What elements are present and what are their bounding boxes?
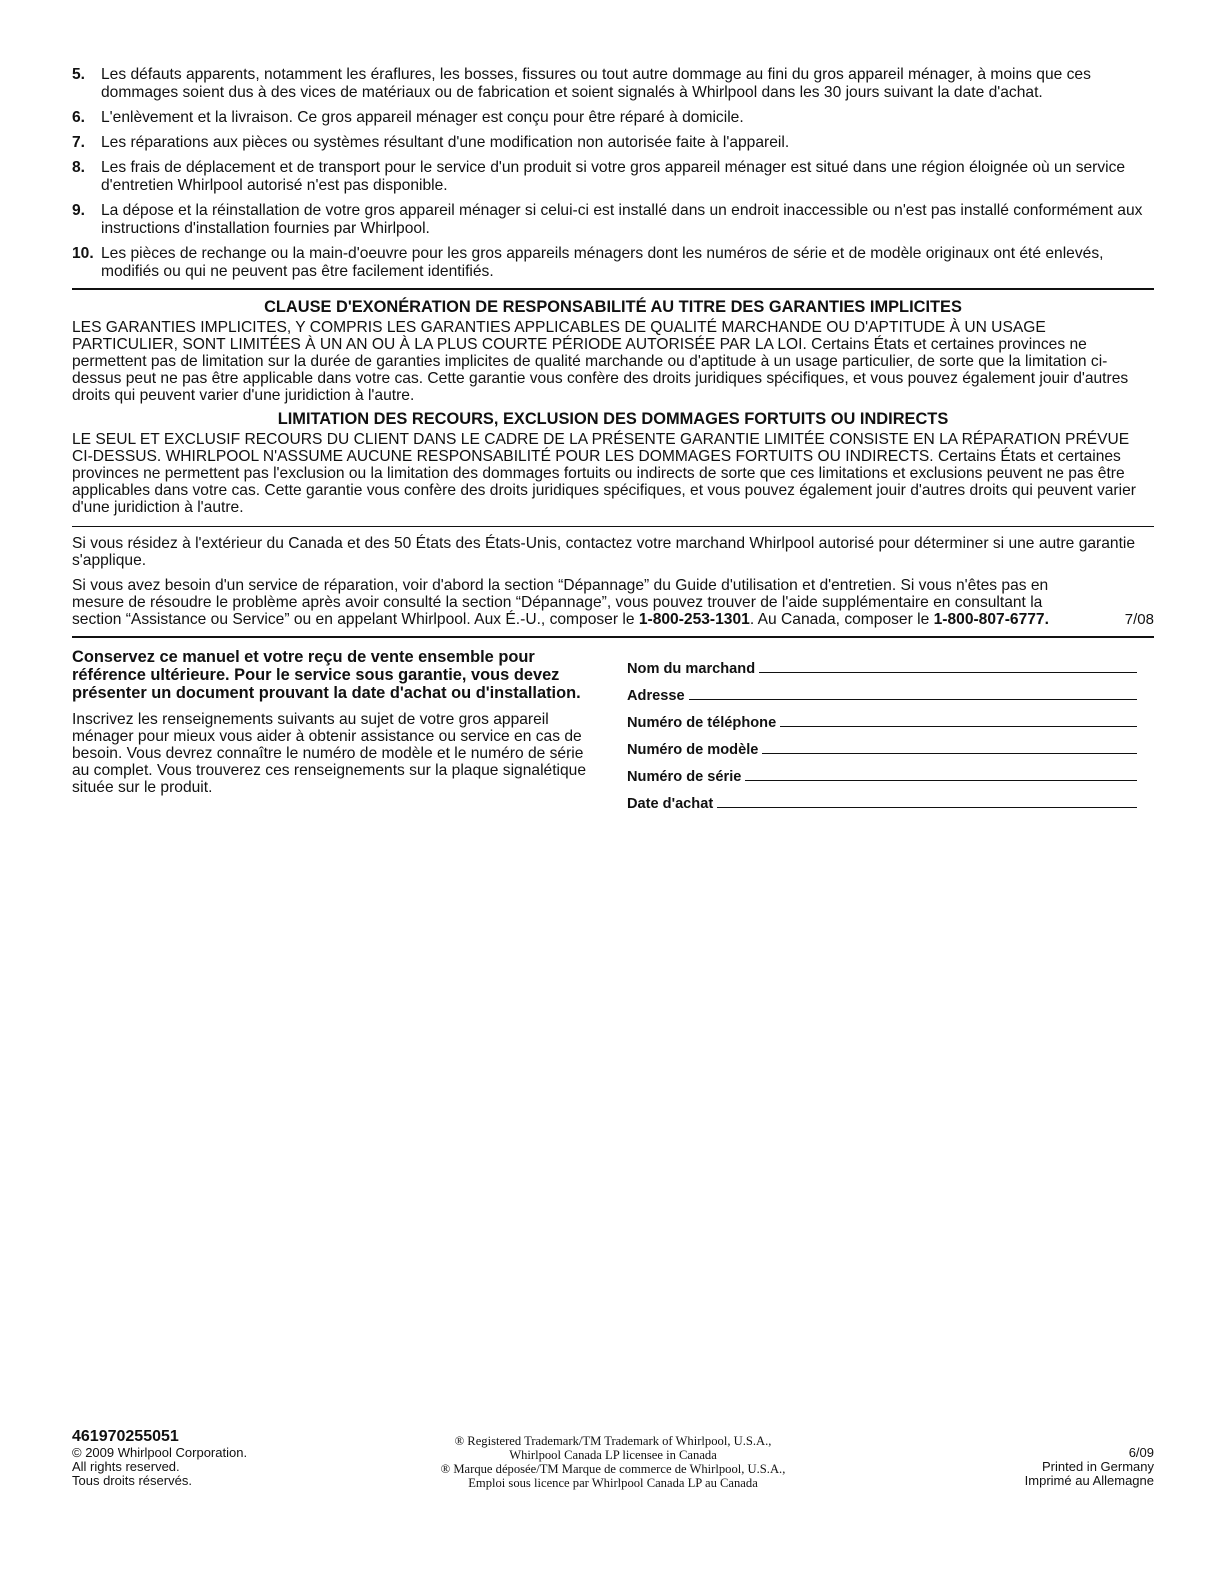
- field-line[interactable]: [745, 780, 1137, 781]
- rights-fr: Tous droits réservés.: [72, 1473, 192, 1488]
- list-item: [72, 202, 1154, 238]
- dealer-name-field[interactable]: [627, 650, 1137, 677]
- list-item: [72, 109, 1154, 127]
- disclaimer-text: LES GARANTIES IMPLICITES, Y COMPRIS LES GARANTIES APPLICABLES DE QUALITÉ MARCHANDE OU D'APTITUDE À UN USAGE PARTICULIER, SONT LIMITÉES À UN AN OU À LA PLUS COURTE PÉRIODE AUTORISÉE PAR LA LOI. Certains États et certaines provinces ne permettent pas de limitation sur la durée de garanties implicites de qualité marchande ou d'aptitude à un usage particulier, de sorte que la limitation ci-dessus peut ne pas être applicable dans votre cas. Cette garantie vous confère des droits juridiques spécifiques, et vous pouvez également jouir d'autres droits qui peuvent varier d'une juridiction à l'autre.: [72, 319, 1129, 404]
- copyright: © 2009 Whirlpool Corporation.: [72, 1445, 248, 1460]
- trademark-notice: [72, 1434, 1154, 1490]
- model-number-field[interactable]: [627, 731, 1137, 758]
- field-label: Numéro de modèle: [627, 742, 759, 758]
- item-number: 8.: [72, 159, 86, 176]
- list-item: [72, 159, 1154, 195]
- printed-in-en: Printed in Germany: [1042, 1459, 1154, 1474]
- exclusions-list: [72, 66, 1154, 281]
- field-line[interactable]: [762, 753, 1137, 754]
- item-text: Les réparations aux pièces ou systèmes résultant d'une modification non autorisée faite à l'appareil.: [101, 134, 790, 151]
- field-label: Nom du marchand: [627, 661, 756, 677]
- field-line[interactable]: [689, 699, 1137, 700]
- record-instructions-text: Inscrivez les renseignements suivants au sujet de votre gros appareil ménager pour mieux vous aider à obtenir assistance ou service en cas de besoin. Vous devrez connaître le numéro de modèle et le numéro de série au complet. Vous trouverez ces renseignements sur la plaque signalétique située sur le produit.: [72, 711, 587, 796]
- warranty-page: [72, 66, 1154, 812]
- section-divider: [72, 636, 1154, 638]
- canada-phone-number: 1-800-807-6777.: [933, 611, 1049, 628]
- field-line[interactable]: [780, 726, 1137, 727]
- service-text: [72, 577, 1154, 628]
- section-divider: [72, 526, 1154, 527]
- keep-manual-notice: Conservez ce manuel et votre reçu de vente ensemble pour référence ultérieure. Pour le service sous garantie, vous devez présenter un document prouvant la date d'achat ou d'installation.: [72, 648, 581, 702]
- item-number: 5.: [72, 66, 86, 83]
- page-footer: [72, 1428, 1154, 1498]
- service-text-b: . Au Canada, composer le: [749, 611, 934, 628]
- footer-right: [1025, 1446, 1154, 1488]
- phone-field[interactable]: [627, 704, 1137, 731]
- disclaimer-title: CLAUSE D'EXONÉRATION DE RESPONSABILITÉ AU TITRE DES GARANTIES IMPLICITES: [264, 298, 962, 316]
- printed-in-fr: Imprimé au Allemagne: [1024, 1473, 1154, 1488]
- date-code: 7/08: [1124, 611, 1154, 628]
- item-number: 9.: [72, 202, 86, 219]
- trademark-line: Emploi sous licence par Whirlpool Canada LP au Canada: [468, 1476, 758, 1490]
- item-text: Les défauts apparents, notamment les éraflures, les bosses, fissures ou tout autre dommage au fini du gros appareil ménager, à moins que ces dommages soient dus à des vices de matériaux ou de fabrication et soient signalés à Whirlpool dans les 30 jours suivant la date d'achat.: [101, 66, 1091, 101]
- serial-number-field[interactable]: [627, 758, 1137, 785]
- limitation-title: LIMITATION DES RECOURS, EXCLUSION DES DOMMAGES FORTUITS OU INDIRECTS: [277, 410, 949, 428]
- item-number: 7.: [72, 134, 86, 151]
- outside-notice: Si vous résidez à l'extérieur du Canada et des 50 États des États-Unis, contactez votre marchand Whirlpool autorisé pour déterminer si une autre garantie s'applique.: [72, 535, 1136, 569]
- item-text: La dépose et la réinstallation de votre gros appareil ménager si celui-ci est installé dans un endroit inaccessible ou n'est pas installé conformément aux instructions d'installation fournies par Whirlpool.: [101, 202, 1143, 237]
- item-number: 10.: [72, 245, 94, 262]
- address-field[interactable]: [627, 677, 1137, 704]
- part-number: 461970255051: [72, 1428, 179, 1445]
- print-date: 6/09: [1128, 1445, 1154, 1460]
- field-label: Adresse: [627, 688, 685, 704]
- limitation-text: LE SEUL ET EXCLUSIF RECOURS DU CLIENT DANS LE CADRE DE LA PRÉSENTE GARANTIE LIMITÉE CONSISTE EN LA RÉPARATION PRÉVUE CI-DESSUS. WHIRLPOOL N'ASSUME AUCUNE RESPONSABILITÉ POUR LES DOMMAGES FORTUITS OU INDIRECTS. Certains États et certaines provinces ne permettent pas l'exclusion ou la limitation des dommages fortuits ou indirects de sorte que ces limitations et exclusions peuvent ne pas être applicables dans votre cas. Cette garantie vous confère des droits juridiques spécifiques, et vous pouvez également jouir d'autres droits qui peuvent varier d'une juridiction à l'autre.: [72, 431, 1136, 516]
- item-text: L'enlèvement et la livraison. Ce gros appareil ménager est conçu pour être réparé à domicile.: [101, 109, 744, 126]
- section-divider: [72, 288, 1154, 290]
- field-label: Numéro de série: [627, 769, 742, 785]
- trademark-line: ® Registered Trademark/TM Trademark of Whirlpool, U.S.A.,: [454, 1434, 772, 1448]
- field-label: Numéro de téléphone: [627, 715, 777, 731]
- purchase-date-field[interactable]: [627, 785, 1137, 812]
- list-item: [72, 66, 1154, 102]
- us-phone-number: 1-800-253-1301: [638, 611, 750, 628]
- rights-en: All rights reserved.: [72, 1459, 180, 1474]
- service-contact: [72, 577, 1154, 628]
- field-line[interactable]: [717, 807, 1137, 808]
- item-number: 6.: [72, 109, 86, 126]
- list-item: [72, 134, 1154, 152]
- record-form: [627, 648, 1137, 812]
- trademark-line: ® Marque déposée/TM Marque de commerce de Whirlpool, U.S.A.,: [440, 1462, 786, 1476]
- service-text-a: Si vous avez besoin d'un service de réparation, voir d'abord la section “Dépannage” du Guide d'utilisation et d'entretien. Si vous n'êtes pas en mesure de résoudre le problème après avoir consulté la section “Dépannage”, vous pouvez trouver de l'aide supplémentaire en consultant la section “Assistance ou Service” ou en appelant Whirlpool. Aux É.-U., composer le: [72, 577, 1049, 628]
- record-instructions: [72, 648, 587, 812]
- field-label: Date d'achat: [627, 796, 714, 812]
- record-section: [72, 648, 1154, 812]
- field-line[interactable]: [759, 672, 1137, 673]
- trademark-line: Whirlpool Canada LP licensee in Canada: [509, 1448, 717, 1462]
- item-text: Les pièces de rechange ou la main-d'oeuvre pour les gros appareils ménagers dont les numéros de série et de modèle originaux ont été enlevés, modifiés ou qui ne peuvent pas être facilement identifiés.: [101, 245, 1104, 280]
- list-item: [72, 245, 1154, 281]
- item-text: Les frais de déplacement et de transport pour le service d'un produit si votre gros appareil ménager est situé dans une région éloignée où un service d'entretien Whirlpool autorisé n'est pas disponible.: [101, 159, 1126, 194]
